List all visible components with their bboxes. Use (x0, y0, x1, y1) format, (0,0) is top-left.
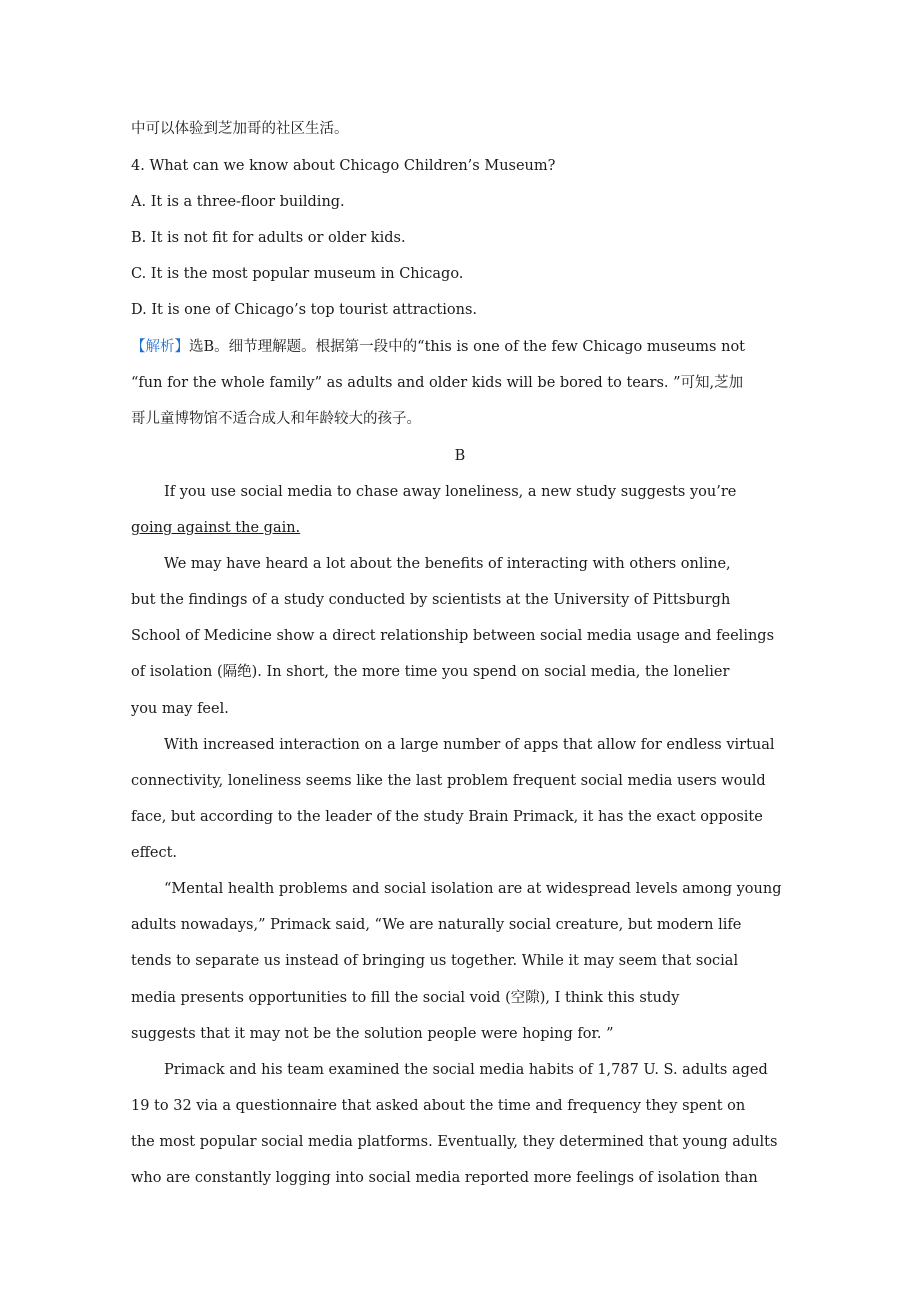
p5-line-3: the most popular social media platforms. Eventually, they determined that young adults (131, 1134, 778, 1150)
passage-heading: B (454, 448, 466, 464)
p1-line-2-underlined: going against the gain. (131, 520, 301, 536)
p2-line-3: School of Medicine show a direct relationship between social media usage and feelings (131, 628, 775, 644)
p2-line-5: you may feel. (131, 701, 229, 717)
analysis-line-3: 哥儿童博物馆不适合成人和年龄较大的孩子。 (131, 411, 421, 427)
p5-line-2: 19 to 32 via a questionnaire that asked about the time and frequency they spent on (131, 1098, 746, 1114)
analysis-line-1 (131, 337, 745, 357)
p4-line-4: media presents opportunities to fill the social void (空隙), I think this study (131, 990, 680, 1006)
option-b: B. It is not fit for adults or older kids. (131, 230, 406, 246)
analysis-text: 选B。细节理解题。根据第一段中的“this is one of the few Chicago museums not (189, 339, 745, 355)
prev-answer-tail: 中可以体验到芝加哥的社区生活。 (131, 121, 349, 137)
p3-line-4: effect. (131, 845, 178, 861)
p1-line-1: If you use social media to chase away loneliness, a new study suggests you’re (164, 484, 737, 500)
p4-line-1: “Mental health problems and social isolation are at widespread levels among young (164, 881, 782, 897)
p2-line-2: but the findings of a study conducted by scientists at the University of Pittsburgh (131, 592, 731, 608)
option-d: D. It is one of Chicago’s top tourist attractions. (131, 302, 478, 318)
p4-line-5: suggests that it may not be the solution people were hoping for. ” (131, 1026, 614, 1042)
p2-line-4: of isolation (隔绝). In short, the more time you spend on social media, the lonelier (131, 664, 730, 680)
p3-line-3: face, but according to the leader of the study Brain Primack, it has the exact opposite (131, 809, 763, 825)
p5-line-1: Primack and his team examined the social media habits of 1,787 U. S. adults aged (164, 1062, 768, 1078)
question-4-stem: 4. What can we know about Chicago Children’s Museum? (131, 158, 556, 174)
analysis-tag: 【解析】 (131, 339, 189, 355)
analysis-line-2: “fun for the whole family” as adults and older kids will be bored to tears. ”可知,芝加 (131, 375, 744, 391)
p3-line-1: With increased interaction on a large number of apps that allow for endless virtual (164, 737, 775, 753)
p2-line-1: We may have heard a lot about the benefits of interacting with others online, (164, 556, 731, 572)
p4-line-2: adults nowadays,” Primack said, “We are naturally social creature, but modern life (131, 917, 742, 933)
option-c: C. It is the most popular museum in Chicago. (131, 266, 464, 282)
p3-line-2: connectivity, loneliness seems like the last problem frequent social media users would (131, 773, 766, 789)
option-a: A. It is a three-floor building. (131, 194, 345, 210)
p4-line-3: tends to separate us instead of bringing us together. While it may seem that social (131, 953, 739, 969)
p5-line-4: who are constantly logging into social media reported more feelings of isolation than (131, 1170, 758, 1186)
